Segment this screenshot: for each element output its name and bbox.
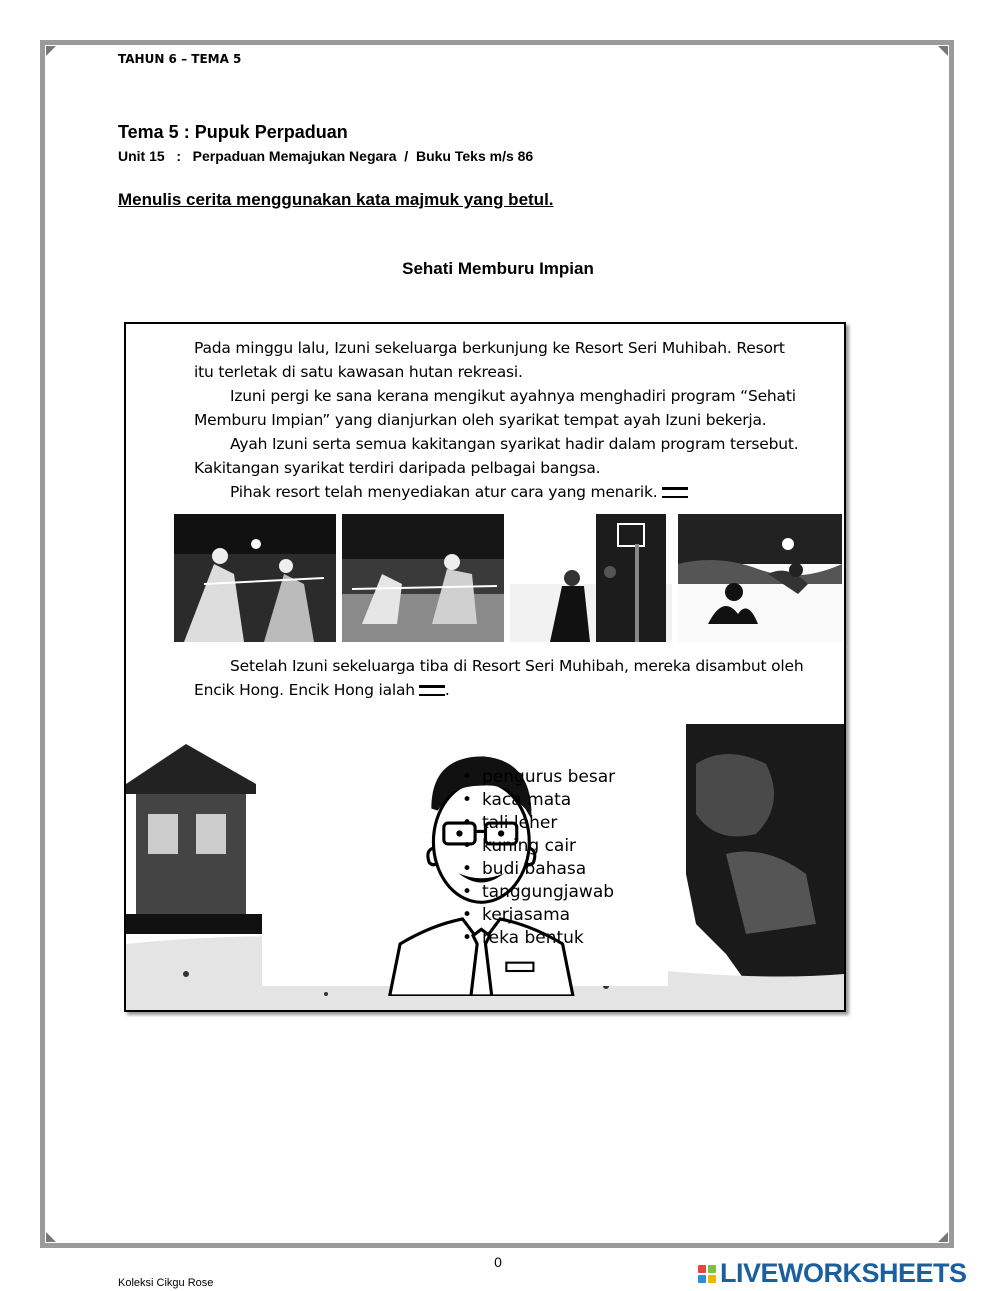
blank-marker-icon: [662, 487, 688, 498]
logo-square: [698, 1265, 706, 1273]
word-list: [462, 766, 615, 950]
word-list-item: • pengurus besar: [462, 766, 615, 789]
photo-volleyball: [174, 514, 336, 642]
story-title: Sehati Memburu Impian: [402, 259, 594, 278]
corner-ornament: [46, 1232, 56, 1242]
logo-square: [708, 1275, 716, 1283]
page-number: 0: [494, 1254, 502, 1270]
story-text-top: [194, 336, 824, 504]
theme-title: Tema 5 : Pupuk Perpaduan: [118, 122, 348, 142]
word-list-item: • reka bentuk: [462, 927, 615, 950]
unit-line: Unit 15 : Perpaduan Memajukan Negara / Buku Teks m/s 86: [118, 148, 534, 164]
blank-marker-icon: [419, 685, 445, 696]
story-line: itu terletak di satu kawasan hutan rekreasi.: [194, 363, 523, 381]
photo-tug-of-war: [342, 514, 504, 642]
story-line: Ayah Izuni serta semua kakitangan syarikat hadir dalam program tersebut.: [230, 435, 799, 453]
story-line-text: Pihak resort telah menyediakan atur cara yang menarik.: [230, 483, 658, 501]
corner-ornament: [46, 46, 56, 56]
word-list-item: • tali leher: [462, 812, 615, 835]
instruction: Menulis cerita menggunakan kata majmuk yang betul.: [118, 190, 554, 209]
brand-name: LIVEWORKSHEETS: [720, 1258, 967, 1288]
story-line: [194, 678, 824, 702]
photo-swimming: [678, 514, 842, 642]
header-label: TAHUN 6 – TEMA 5: [118, 52, 242, 66]
logo-square: [708, 1265, 716, 1273]
liveworksheets-logo[interactable]: [698, 1258, 967, 1289]
word-list-item: • kuning cair: [462, 835, 615, 858]
corner-ornament: [938, 46, 948, 56]
story-line: Pada minggu lalu, Izuni sekeluarga berkunjung ke Resort Seri Muhibah. Resort: [194, 339, 785, 357]
story-box: [124, 322, 846, 1012]
photo-basketball: [510, 514, 672, 642]
story-text-bottom: [194, 654, 824, 702]
word-list-item: • tanggungjawab: [462, 881, 615, 904]
word-list-item: • kaca mata: [462, 789, 615, 812]
footer-credit: Koleksi Cikgu Rose: [118, 1277, 214, 1289]
word-list-item: • budi bahasa: [462, 858, 615, 881]
word-card: [262, 736, 668, 986]
liveworksheets-logo-icon: [698, 1265, 716, 1283]
story-line-text: Encik Hong. Encik Hong ialah: [194, 681, 415, 699]
story-line: Izuni pergi ke sana kerana mengikut ayahnya menghadiri program “Sehati: [230, 387, 796, 405]
logo-square: [698, 1275, 706, 1283]
corner-ornament: [938, 1232, 948, 1242]
word-list-item: • kerjasama: [462, 904, 615, 927]
story-line: Setelah Izuni sekeluarga tiba di Resort Seri Muhibah, mereka disambut oleh: [230, 657, 804, 675]
story-period: .: [444, 681, 450, 699]
story-line: Kakitangan syarikat terdiri daripada pelbagai bangsa.: [194, 459, 601, 477]
story-line: [194, 480, 824, 504]
story-line: Memburu Impian” yang dianjurkan oleh syarikat tempat ayah Izuni bekerja.: [194, 411, 767, 429]
scene-illustration: [126, 724, 844, 1010]
